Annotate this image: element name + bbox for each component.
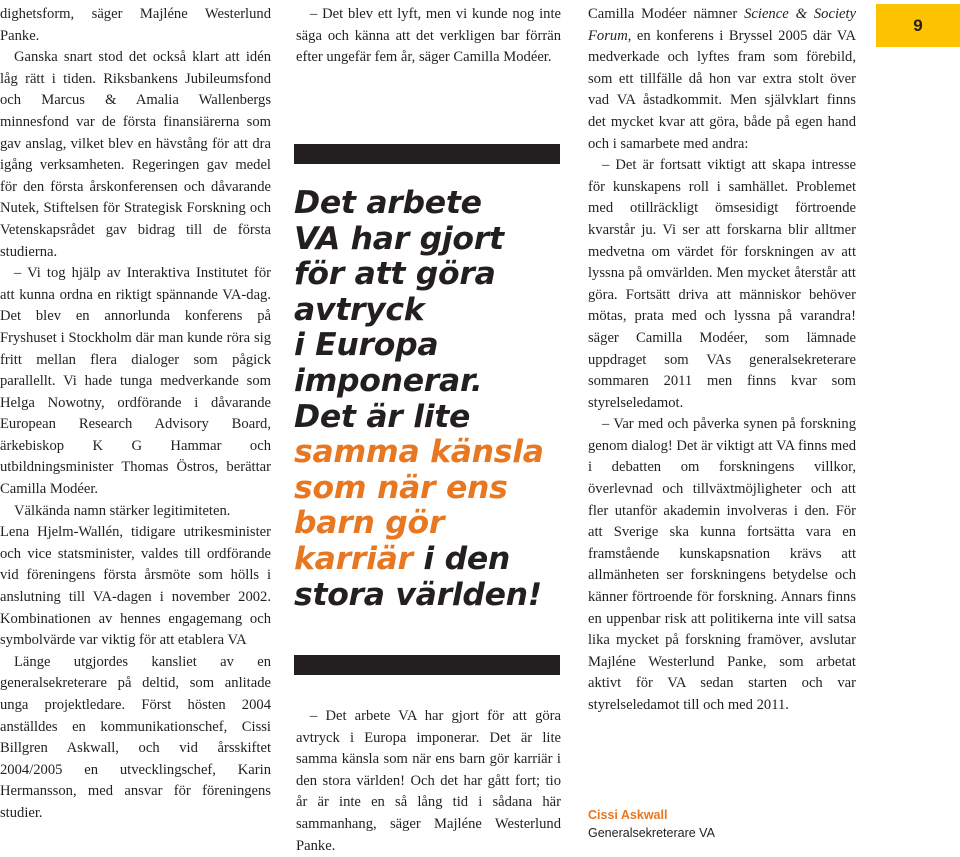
author-name: Cissi Askwall (588, 808, 668, 822)
pullquote-line (294, 471, 564, 507)
pullquote-line (294, 506, 564, 542)
paragraph: Välkända namn stärker legitimiteten. (14, 502, 231, 519)
page-number-badge (876, 4, 960, 47)
pullquote-line (294, 222, 564, 258)
pullquote-line (294, 328, 564, 364)
event-name: Science & Society Forum (588, 6, 857, 44)
pullquote-text: VA har gjort (294, 220, 504, 257)
pullquote-line (294, 364, 564, 400)
pullquote-text: som när ens (294, 469, 508, 506)
page-number: 9 (913, 15, 923, 35)
paragraph-text: , en konferens i Bryssel 2005 där VA medverkade och lyftes fram som förebild, som ett tillfälle då hon var extra stolt över vad VA åstadkommit. Men självklart finns det mycket kvar att göra, både på egen hand och i samarbete med andra: (588, 27, 856, 152)
pullquote-line (294, 293, 564, 329)
pullquote-line (294, 542, 564, 578)
pullquote-text: samma känsla (294, 434, 544, 471)
pullquote-text: för att göra (294, 256, 496, 293)
pullquote-text: karriär (294, 540, 413, 577)
pullquote-text: barn gör (294, 505, 445, 542)
pullquote-line (294, 578, 564, 614)
paragraph: – Det arbete VA har gjort för att göra avtryck i Europa imponerar. Det är lite samma känsla som när ens barn gör karriär i den stora världen! Och det har gått fort; tio år är inte en så lång tid i sådana här sammanhang, säger Majléne Westerlund Panke. (296, 708, 561, 854)
paragraph: – Var med och påverka synen på forskning genom dialog! Det är viktigt att VA finns med i debatten om forskningens villkor, överlevnad och tillväxtmöjligheter och att fler utanför akademin involveras i den. För att Sverige ska kunna fortsätta vara en framstående kunskapsnation krävs att allmänheten ser forskningens betydelse och känner förtroende för forskning. Annars finns en uppenbar risk att politikerna inte vill satsa lika mycket på forskning framöver, avslutar Majléne Westerlund Panke, som arbetat aktivt för VA sedan starten och var styrelseledamot till och med 2011. (588, 416, 856, 713)
paragraph: – Vi tog hjälp av Interaktiva Institutet för att kunna ordna en riktigt spännande VA-dag. Det blev en annorlunda konferens på Fryshuset i Stockholm där man kunde röra sig fritt mellan flera dialoger som pågick parallellt. Vi hade tunga medverkande som Helga Nowotny, ordförande i dåvarande European Research Advisory Board, ärkebiskop K G Hammar och utbildningsminister Thomas Östros, berättar Camilla Modéer. (0, 265, 271, 498)
author-role: Generalsekreterare VA (588, 826, 715, 840)
pullquote-text: i den (412, 540, 511, 577)
article-column-2-bottom (296, 706, 561, 857)
article-column-3 (588, 4, 856, 717)
pullquote-line (294, 257, 564, 293)
pullquote-line (294, 400, 564, 436)
paragraph: – Det är fortsatt viktigt att skapa intresse för kunskapens roll i samhället. Problemet med otillräckligt ömsesidigt förtroende kvarstår ju. Vi ser att forskarna blir alltmer medvetna om värdet för forskningen av att lyssna på omvärlden. Men mycket återstår att göra. Fortsätt driva att människor behöver mötas, prata med och lyssna på varandra! säger Camilla Modéer, som lämnade uppdraget som VAs generalsekreterare sommaren 2011 men finns kvar som styrelseledamot. (588, 157, 856, 411)
paragraph-text: Camilla Modéer nämner (588, 6, 745, 22)
pullquote-line (294, 186, 564, 222)
pullquote-line (294, 435, 564, 471)
paragraph: Lena Hjelm-Wallén, tidigare utrikesminister och vice statsminister, valdes till ordförande vid föreningens första årsmöte som hölls i anslutning till VA-dagen i november 2002. Kombinationen av hennes engagemang och symbolvärde var viktig för att etablera VA (0, 524, 271, 649)
pullquote-text: i Europa (294, 327, 439, 364)
article-column-2-top (296, 4, 561, 69)
byline (588, 806, 715, 842)
pullquote-text: stora världen! (294, 576, 542, 613)
paragraph: – Det blev ett lyft, men vi kunde nog inte säga och känna att det verkligen bar förrän efter ungefär fem år, säger Camilla Modéer. (296, 6, 561, 66)
pullquote-top-bar (294, 144, 560, 164)
pullquote-text: Det arbete (294, 185, 482, 221)
paragraph (588, 4, 856, 155)
pullquote-text: imponerar. (294, 362, 483, 399)
paragraph: Länge utgjordes kansliet av en generalsekreterare på deltid, som anlitade unga projektledare. Först hösten 2004 anställdes en kommunikationschef, Cissi Billgren Askwall, och vid årsskiftet 2004/2005 en utvecklingschef, Karin Hermansson, med ansvar för föreningens studier. (0, 653, 271, 821)
article-column-1 (0, 4, 271, 825)
pullquote-text: avtryck (294, 291, 425, 328)
pullquote (294, 186, 564, 613)
paragraph: Ganska snart stod det också klart att idén låg rätt i tiden. Riksbankens Jubileumsfond och Marcus & Amalia Wallenbergs minnesfond var de första finansiärerna som gav anslag, vilket blev en hävstång för att dra igång verksamheten. Regeringen gav medel för den första årskonferensen och dåvarande Nutek, Stiftelsen för Strategisk Forskning och Vetenskapsrådet gav bidrag till de första studierna. (0, 49, 271, 260)
pullquote-text: Det är lite (294, 398, 471, 435)
pullquote-bottom-bar (294, 655, 560, 675)
paragraph: dighetsform, säger Majléne Westerlund Panke. (0, 6, 271, 44)
